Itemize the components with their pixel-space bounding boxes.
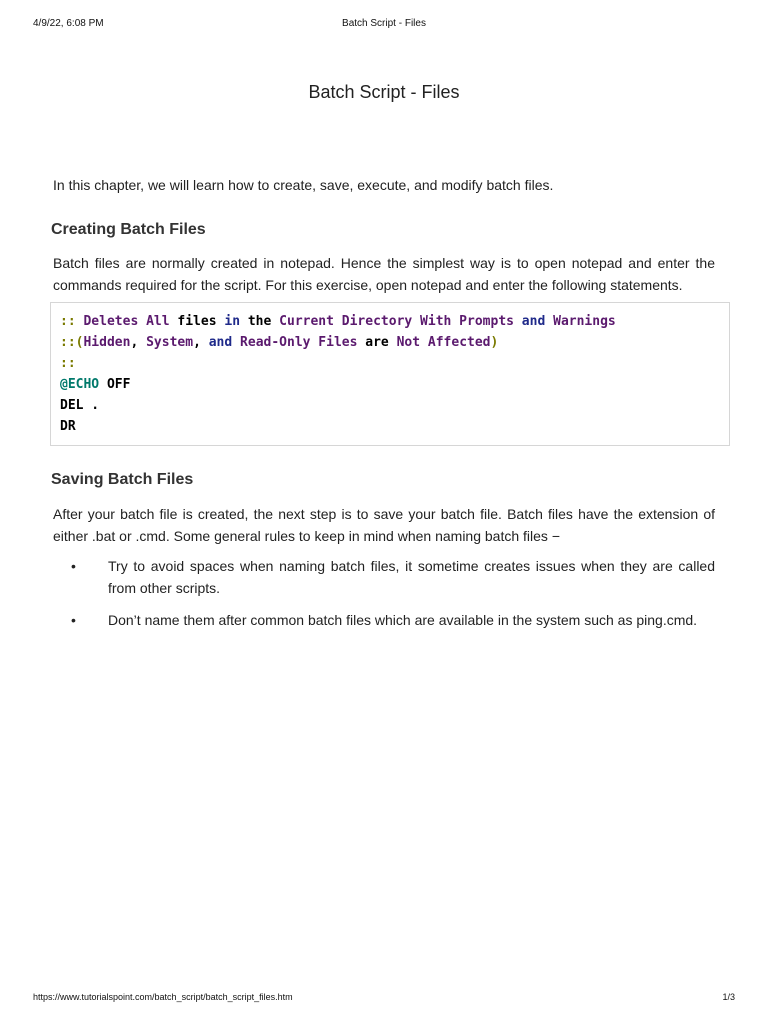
page-number: 1/3 [722, 992, 735, 1002]
code-token: :: [60, 314, 76, 329]
print-header [33, 18, 735, 32]
code-token: @ECHO [60, 377, 100, 392]
code-token: and [513, 314, 546, 329]
code-token: the [240, 314, 272, 329]
code-token: in [216, 314, 241, 329]
intro-paragraph: In this chapter, we will learn how to create, save, execute, and modify batch files. [53, 177, 554, 193]
saving-batch-files-heading: Saving Batch Files [51, 471, 194, 488]
source-url: https://www.tutorialspoint.com/batch_script/batch_script_files.htm [33, 992, 293, 1002]
page-title: Batch Script - Files [308, 82, 460, 102]
bullet-icon: • [71, 558, 76, 574]
print-header-title: Batch Script - Files [342, 18, 426, 29]
code-line-1 [60, 311, 720, 332]
code-token: Read-Only Files [232, 335, 358, 350]
code-token: Warnings [545, 314, 616, 329]
bullet-icon: • [71, 612, 76, 628]
list-item [51, 555, 715, 599]
list-item-text: Try to avoid spaces when naming batch files, it sometime creates issues when they are called from other scripts. [108, 558, 715, 596]
code-token: System [138, 335, 194, 350]
code-line-3: :: [60, 356, 76, 371]
list-item-text: Don’t name them after common batch files which are available in the system such as ping.cmd. [108, 612, 698, 628]
code-token: Current Directory With Prompts [271, 314, 514, 329]
naming-rules-list [51, 555, 715, 631]
code-token: , [193, 335, 201, 350]
code-token: are [357, 335, 389, 350]
code-token: Hidden [83, 335, 131, 350]
print-footer [33, 992, 735, 1006]
code-line-6: DR [60, 419, 76, 434]
code-token: OFF [99, 377, 131, 392]
creating-batch-files-heading: Creating Batch Files [51, 221, 206, 238]
creating-batch-files-paragraph: Batch files are normally created in notepad. Hence the simplest way is to open notepad and enter the commands required for the script. For this exercise, open notepad and enter the following statements. [53, 255, 715, 293]
saving-batch-files-paragraph: After your batch file is created, the next step is to save your batch file. Batch files have the extension of either .bat or .cmd. Some general rules to keep in mind when naming batch files − [53, 506, 715, 544]
code-token: , [130, 335, 139, 350]
code-block [50, 302, 730, 446]
code-token: :: [60, 335, 76, 350]
main-content [51, 174, 715, 641]
code-line-5: DEL . [60, 398, 100, 413]
code-line-2 [60, 332, 720, 353]
code-token: ( [75, 335, 84, 350]
code-token: and [200, 335, 233, 350]
code-line-4 [60, 374, 720, 395]
code-token: ) [490, 335, 499, 350]
code-token: Not Affected [388, 335, 491, 350]
list-item [51, 609, 715, 631]
code-token: files [169, 314, 217, 329]
code-token: Deletes All [75, 314, 170, 329]
print-timestamp: 4/9/22, 6:08 PM [33, 18, 104, 29]
